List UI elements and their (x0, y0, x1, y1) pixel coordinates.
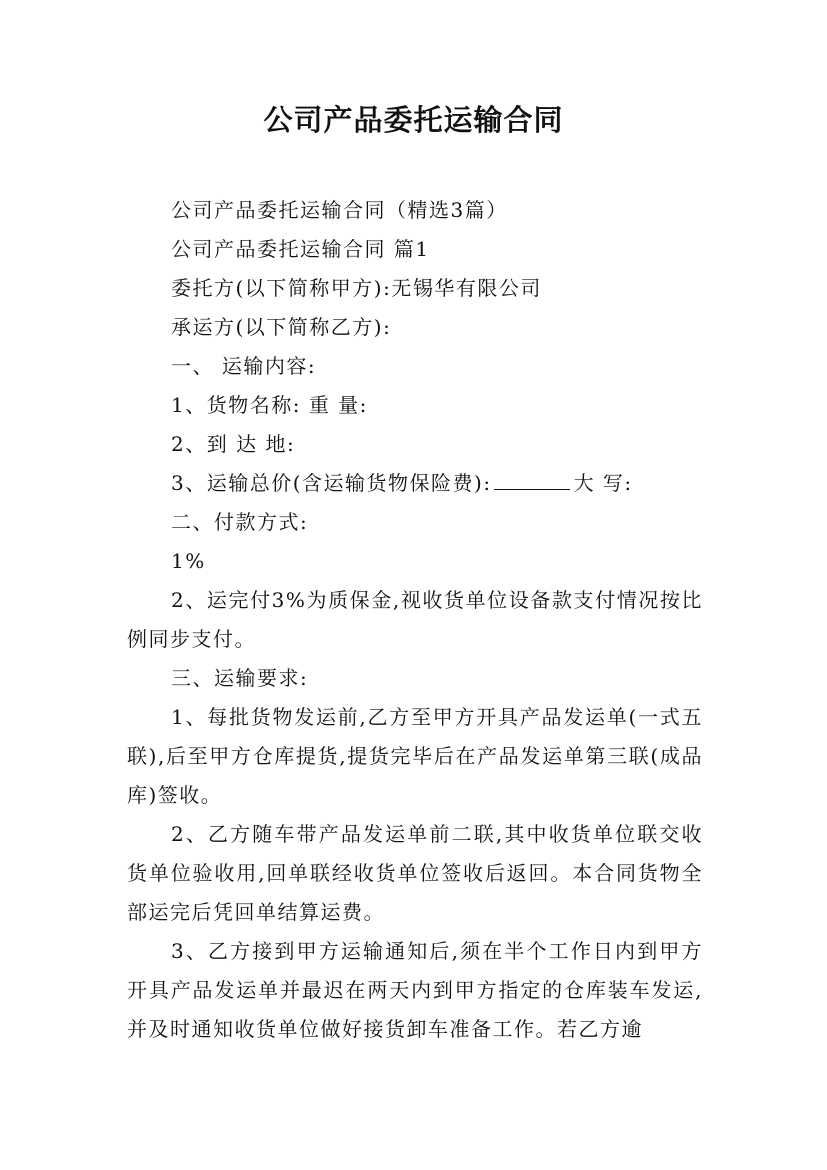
requirement-3: 3、乙方接到甲方运输通知后,须在半个工作日内到甲方开具产品发运单并最迟在两天内到甲方指定的仓库装车发运,并及时通知收货单位做好接货卸车准备工作。若乙方逾 (127, 939, 703, 1041)
document-body (127, 191, 703, 1049)
blank-underline (494, 471, 570, 490)
item-destination: 2、到 达 地: (171, 432, 296, 456)
carrier-line: 承运方(以下简称乙方): (171, 315, 392, 339)
item-total-price-capital: 大 写: (573, 471, 633, 495)
section-heading-requirements: 三、运输要求: (171, 666, 309, 690)
requirement-2: 2、乙方随车带产品发运单前二联,其中收货单位联交收货单位验收用,回单联经收货单位签收后返回。本合同货物全部运完后凭回单结算运费。 (127, 822, 703, 924)
item-total-price (127, 464, 703, 503)
item-total-price-label: 3、运输总价(含运输货物保险费): (171, 471, 492, 495)
item-goods-name: 1、货物名称: 重 量: (171, 393, 368, 417)
payment-item-1: 1% (171, 549, 206, 573)
document-title: 公司产品委托运输合同 (263, 103, 564, 137)
consignor-line: 委托方(以下简称甲方):无锡华有限公司 (171, 276, 542, 300)
subtitle-line: 公司产品委托运输合同（精选3篇） (171, 198, 508, 222)
requirement-1: 1、每批货物发运前,乙方至甲方开具产品发运单(一式五联),后至甲方仓库提货,提货完毕后在产品发运单第三联(成品库)签收。 (127, 705, 703, 807)
payment-item-2: 2、运完付3%为质保金,视收货单位设备款支付情况按比例同步支付。 (127, 588, 703, 651)
section-heading-transport-content: 一、 运输内容: (171, 354, 317, 378)
piece-heading: 公司产品委托运输合同 篇1 (171, 237, 430, 261)
section-heading-payment: 二、付款方式: (171, 510, 309, 534)
